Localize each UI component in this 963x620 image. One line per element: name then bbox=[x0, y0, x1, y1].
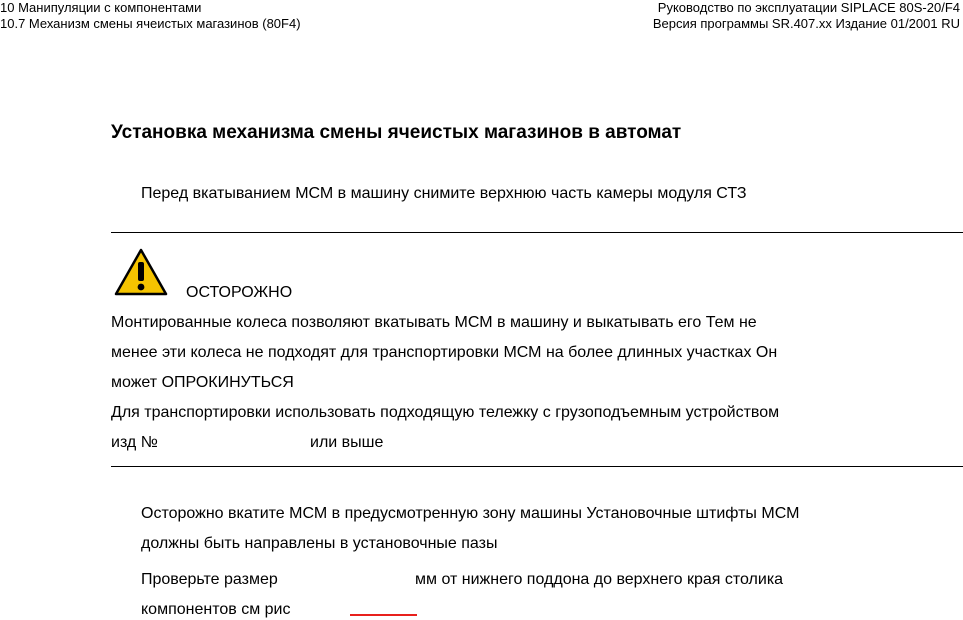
manual-version: Версия программы SR.407.xx Издание 01/2001 RU bbox=[652, 16, 960, 31]
intro-text: Перед вкатыванием МСМ в машину снимите верхнюю часть камеры модуля СТЗ bbox=[141, 185, 747, 202]
manual-title: Руководство по эксплуатации SIPLACE 80S-20/F4 bbox=[657, 0, 960, 15]
warning-line-5-part-1: изд № bbox=[111, 434, 158, 451]
section-title: Установка механизма смены ячеистых магазинов в автомат bbox=[111, 122, 682, 143]
step-2-line-2: компонентов см рис bbox=[141, 601, 291, 618]
warning-heading: ОСТОРОЖНО bbox=[186, 284, 293, 301]
warning-line-2: менее эти колеса не подходят для транспортировки МСМ на более длинных участках Он bbox=[111, 344, 778, 361]
warning-triangle-icon bbox=[114, 248, 168, 296]
figure-reference-link[interactable] bbox=[350, 614, 417, 616]
warning-line-1: Монтированные колеса позволяют вкатывать МСМ в машину и выкатывать его Тем не bbox=[111, 314, 757, 331]
warning-line-3: может ОПРОКИНУТЬСЯ bbox=[111, 374, 294, 391]
page-header-right bbox=[653, 0, 960, 32]
divider-top bbox=[111, 232, 963, 233]
divider-bottom bbox=[111, 466, 963, 467]
page-header-left bbox=[0, 0, 301, 32]
subchapter-title: 10.7 Механизм смены ячеистых магазинов (80F4) bbox=[0, 16, 301, 31]
chapter-title: 10 Манипуляции с компонентами bbox=[0, 0, 202, 15]
step-1-line-2: должны быть направлены в установочные пазы bbox=[141, 535, 498, 552]
warning-line-5-part-2: или выше bbox=[310, 434, 384, 451]
step-2-line-1-part-1: Проверьте размер bbox=[141, 571, 278, 588]
warning-line-4: Для транспортировки использовать подходящую тележку с грузоподъемным устройством bbox=[111, 404, 780, 421]
step-1-line-1: Осторожно вкатите МСМ в предусмотренную зону машины Установочные штифты МСМ bbox=[141, 505, 800, 522]
step-2-line-1-part-2: мм от нижнего поддона до верхнего края столика bbox=[415, 571, 784, 588]
